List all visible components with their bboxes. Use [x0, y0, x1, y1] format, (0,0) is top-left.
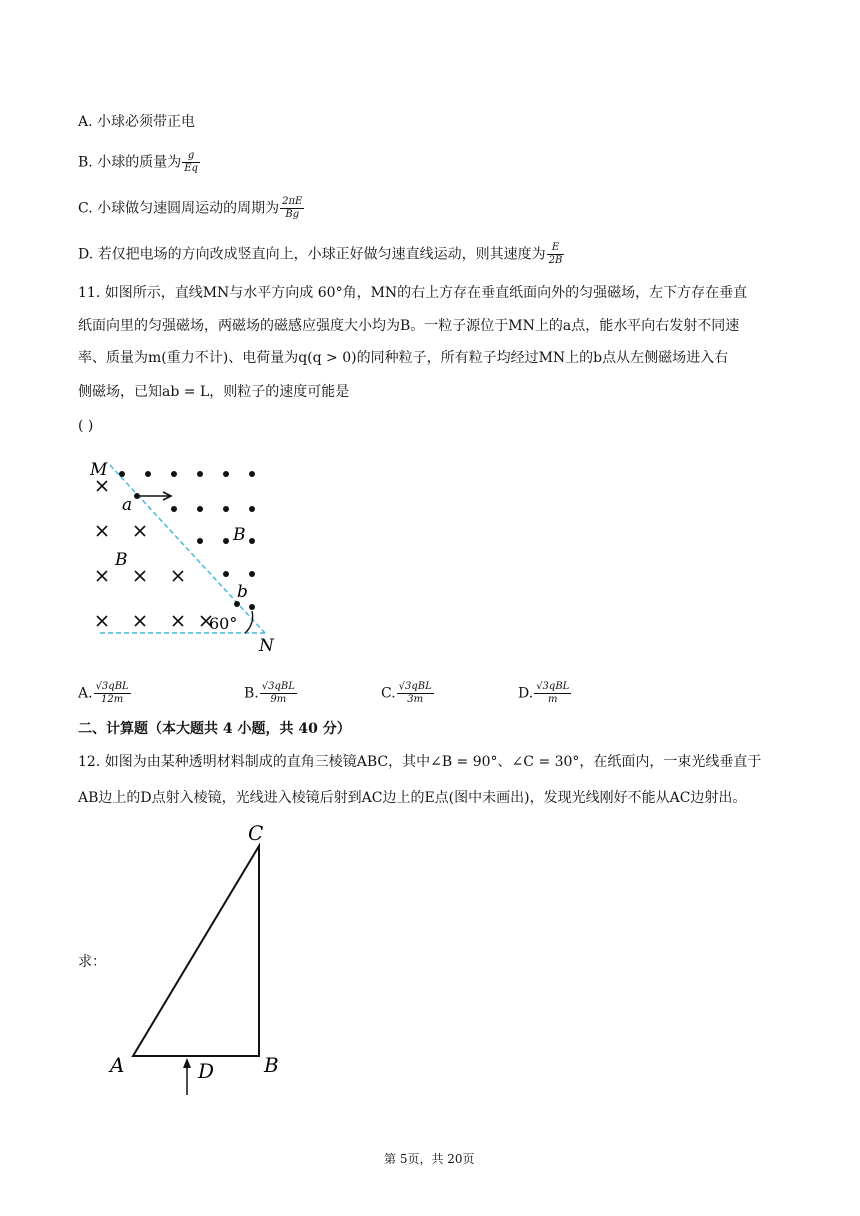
- fraction-denominator: 9m: [270, 694, 287, 705]
- q11-line-4: 侧磁场，已知ab = L，则粒子的速度可能是: [78, 384, 350, 400]
- option-q10-a: A. 小球必须带正电: [78, 114, 196, 130]
- label-c: C: [248, 821, 264, 845]
- option-q10-b-fraction: [182, 150, 200, 175]
- option-q10-b: [78, 150, 201, 175]
- option-q10-c-text: C. 小球做匀速圆周运动的周期为: [78, 200, 280, 217]
- q12-line-1: 12. 如图为由某种透明材料制成的直角三棱镜ABC，其中∠B = 90°、∠C = 30°，在纸面内，一束光线垂直于: [78, 754, 762, 770]
- prism-triangle: [133, 846, 259, 1056]
- q11-line-1: 11. 如图所示，直线MN与水平方向成 60°角，MN的右上方存在垂直纸面向外的匀强磁场，左下方存在垂直: [78, 285, 748, 301]
- q11-line-3: 率、质量为m(重力不计)、电荷量为q(q > 0)的同种粒子，所有粒子均经过MN上的b点从左侧磁场进入右: [78, 350, 729, 366]
- label-angle: 60°: [209, 614, 238, 633]
- label-n: N: [259, 636, 274, 655]
- option-q11-c: [381, 681, 435, 706]
- option-q11-b-fraction: [260, 681, 297, 706]
- option-q10-d-fraction: [547, 242, 565, 267]
- fraction-numerator: √3qBL: [536, 681, 570, 692]
- fraction-denominator: m: [548, 694, 558, 705]
- label-d: D: [198, 1059, 215, 1083]
- fraction-numerator: g: [182, 150, 200, 163]
- q12-ask: 求：: [78, 954, 106, 970]
- label-a: A: [110, 1053, 125, 1077]
- fraction-denominator: Bg: [285, 209, 300, 220]
- option-q11-d-label: D.: [518, 685, 534, 702]
- fraction-numerator: √3qBL: [95, 681, 129, 692]
- option-q10-c: [78, 196, 305, 221]
- fraction-denominator: 2B: [548, 255, 563, 266]
- option-q11-a-fraction: [94, 681, 131, 706]
- option-q11-a-label: A.: [78, 685, 93, 702]
- fraction-denominator: 3m: [407, 694, 424, 705]
- fraction-numerator: √3qBL: [398, 681, 432, 692]
- label-b-field-left: B: [115, 550, 128, 570]
- q12-prism-figure: [100, 820, 300, 1100]
- label-m: M: [90, 460, 108, 480]
- fraction-numerator: E: [547, 242, 565, 255]
- option-q10-d-text: D. 若仅把电场的方向改成竖直向上，小球正好做匀速直线运动，则其速度为: [78, 246, 546, 263]
- label-a: a: [122, 495, 133, 515]
- option-q11-b-label: B.: [244, 685, 259, 702]
- angle-arc: [245, 611, 253, 633]
- option-q11-d: [518, 681, 572, 706]
- option-q11-a: [78, 681, 132, 706]
- fraction-numerator: 2πE: [282, 196, 303, 207]
- option-q11-d-fraction: [534, 681, 571, 706]
- label-b: B: [264, 1053, 279, 1077]
- label-b-field-right: B: [233, 525, 246, 545]
- fraction-numerator: √3qBL: [261, 681, 295, 692]
- q11-line-2: 纸面向里的匀强磁场，两磁场的磁感应强度大小均为B。一粒子源位于MN上的a点，能水平向右发射不同速: [78, 318, 740, 334]
- page-footer: 第 5页，共 20页: [384, 1152, 475, 1166]
- option-q10-b-text: B. 小球的质量为: [78, 154, 182, 171]
- fraction-denominator: 12m: [101, 694, 124, 705]
- q11-magnetic-field-figure: [85, 455, 285, 655]
- option-q11-b: [244, 681, 298, 706]
- q11-answer-bracket: ( ): [78, 418, 94, 434]
- section-heading: 二、计算题（本大题共 4 小题，共 40 分）: [78, 721, 351, 737]
- option-q11-c-label: C.: [381, 685, 396, 702]
- fraction-denominator: Eq: [184, 163, 198, 174]
- option-q10-d: [78, 242, 565, 267]
- label-b: b: [237, 582, 248, 602]
- option-q10-c-fraction: [280, 196, 304, 221]
- arrow-icon: [183, 1058, 191, 1068]
- q12-line-2: AB边上的D点射入棱镜，光线进入棱镜后射到AC边上的E点(图中未画出)，发现光线刚好不能从AC边射出。: [78, 790, 747, 806]
- line-mn: [110, 465, 265, 633]
- option-q11-c-fraction: [397, 681, 434, 706]
